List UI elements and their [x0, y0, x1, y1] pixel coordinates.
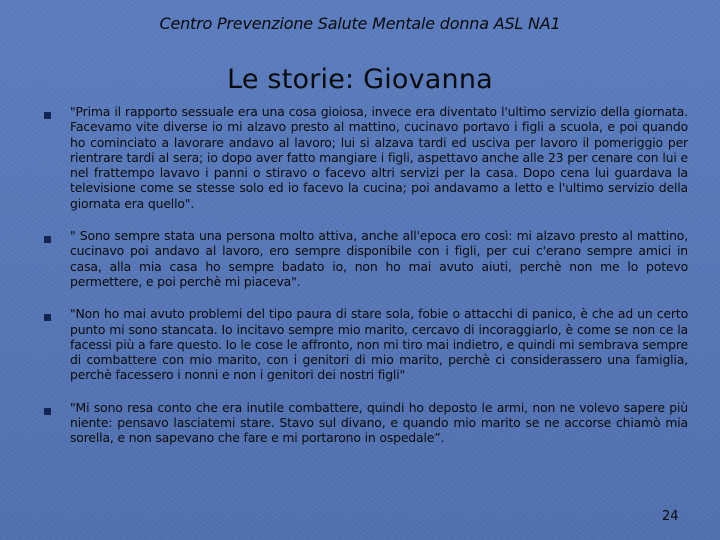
square-bullet-icon [44, 408, 51, 415]
quote-text: "Prima il rapporto sessuale era una cosa gioiosa, invece era diventato l'ultimo servizio della giornata. Facevamo vite diverse io mi alzavo presto al mattino, cucinavo portavo i figli a scuola, e poi quando ho cominciato a lavorare andavo al lavoro; lui si alzava tardi ed usciva per lavoro il pomeriggio per rientrare tardi al sera; io dopo aver fatto mangiare i figli, aspettavo anche alle 23 per cenare con lui e nel frattempo lavavo i panni o stiravo o facevo altri servizi per la casa. Dopo cena lui guardava la televisione come se stesse solo ed io facevo la cucina; poi andavamo a letto e l'ultimo servizio della giornata era quello". [70, 104, 688, 211]
slide-header: Centro Prevenzione Salute Mentale donna ASL NA1 [159, 14, 561, 33]
square-bullet-icon [44, 236, 51, 243]
quote-text: "Mi sono resa conto che era inutile combattere, quindi ho deposto le armi, non ne volevo sapere più niente: pensavo lasciatemi stare. Stavo sul divano, e quando mio marito se ne accorse chiamò mia sorella, e non sapevano che fare e mi portarono in ospedale”. [70, 399, 688, 446]
quote-text: "Non ho mai avuto problemi del tipo paura di stare sola, fobie o attacchi di panico, è che ad un certo punto mi sono stancata. Io incitavo sempre mio marito, cercavo di incoraggiarlo, è come se non ce la facessi più a fare questo. Io le cose le affronto, non mi tiro mai indietro, e quindi mi sembrava sempre di combattere con mio marito, con i genitori di mio marito, perchè ci considerassero una famiglia, perchè facessero i nonni e non i genitori dei nostri figli" [70, 306, 688, 383]
square-bullet-icon [44, 112, 51, 119]
list-item [40, 400, 688, 446]
quote-text: " Sono sempre stata una persona molto attiva, anche all'epoca ero così: mi alzavo presto al mattino, cucinavo poi andavo al lavoro, ero sempre disponibile con i figli, per cui c'erano sempre amici in casa, alla mia casa ho sempre badato io, non ho mai avuto aiuti, perchè non me lo potevo permettere, e poi perchè mi piaceva". [70, 228, 688, 289]
list-item [40, 306, 688, 382]
slide-title: Le storie: Giovanna [227, 64, 493, 95]
page-number: 24 [662, 509, 679, 524]
list-item [40, 104, 688, 211]
square-bullet-icon [44, 314, 51, 321]
bullet-list [40, 104, 688, 463]
list-item [40, 228, 688, 289]
